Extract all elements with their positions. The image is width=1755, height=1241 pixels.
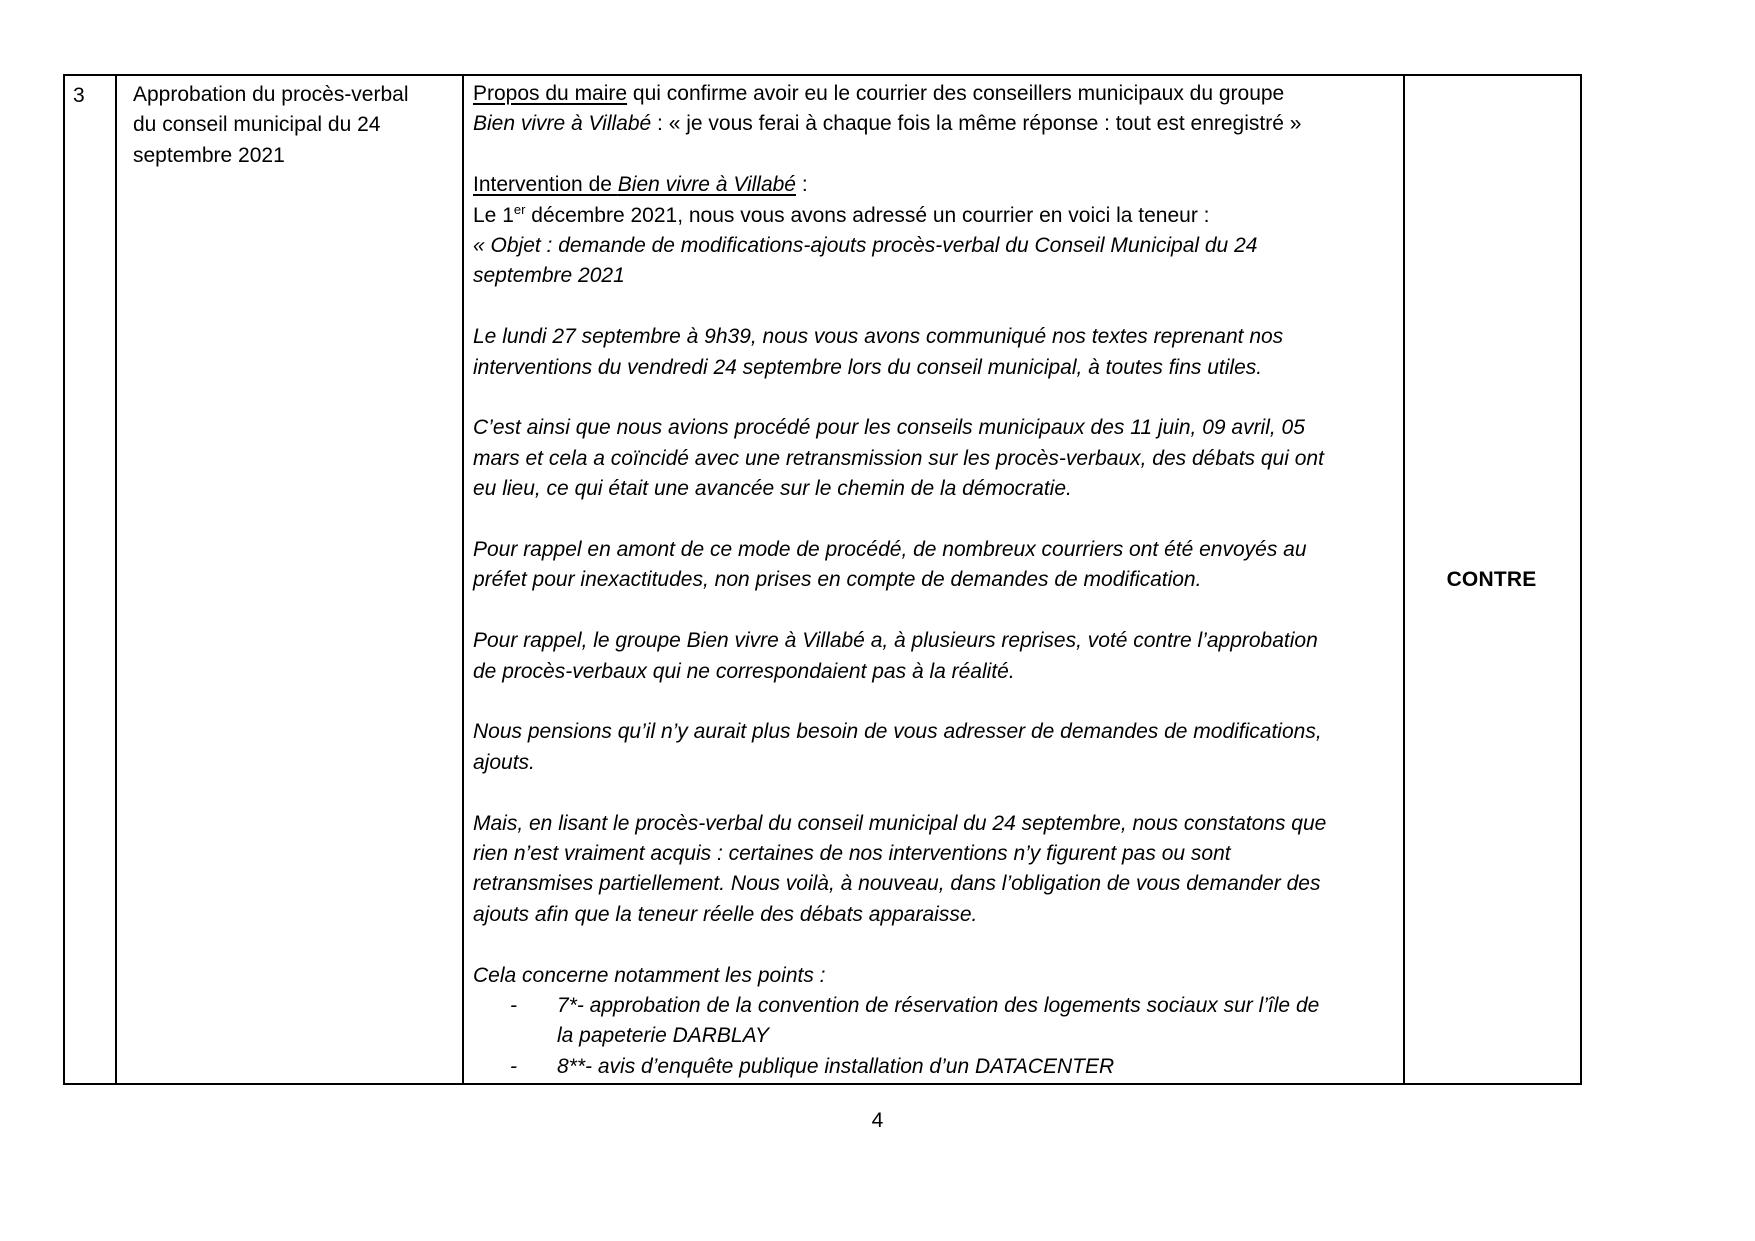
- subject-line: septembre 2021: [133, 143, 285, 167]
- text-run: C’est ainsi que nous avions procédé pour les conseils municipaux des 11 juin, 09 avril, 05: [473, 416, 1305, 440]
- text-line: [473, 170, 1389, 200]
- paragraph: [473, 626, 1389, 687]
- text-line: [473, 748, 1389, 778]
- bullet-dash: -: [510, 1054, 517, 1078]
- text-run: mars et cela a coïncidé avec une retransmission sur les procès-verbaux, des débats qui ont: [473, 446, 1324, 470]
- text-line: [473, 444, 1389, 474]
- text-run: septembre 2021: [473, 264, 625, 288]
- paragraph: [473, 322, 1389, 383]
- text-run: Cela concerne notamment les points :: [473, 963, 826, 987]
- deliberation-cell: [464, 76, 1405, 1083]
- subject-line: Approbation du procès-verbal: [133, 83, 409, 106]
- text-run: Nous pensions qu’il n’y aurait plus besoin de vous adresser de demandes de modifications,: [473, 720, 1322, 744]
- text-run: la papeterie DARBLAY: [557, 1024, 770, 1048]
- text-run: Pour rappel en amont de ce mode de procédé, de nombreux courriers ont été envoyés au: [473, 538, 1307, 562]
- paragraph: [473, 413, 1389, 504]
- text-line: [557, 991, 1319, 1021]
- blank-line: [473, 292, 1389, 322]
- text-run: qui confirme avoir eu le courrier des conseillers municipaux du groupe: [627, 82, 1285, 105]
- bullet-text: [557, 1052, 1114, 1082]
- text-run: Le 1: [473, 203, 514, 227]
- text-run: « Objet : demande de modifications-ajouts procès-verbal du Conseil Municipal du 24: [473, 234, 1258, 258]
- blank-line: [473, 140, 1389, 170]
- text-line: [473, 869, 1389, 899]
- text-run: Intervention de: [473, 173, 618, 197]
- text-run: ajouts afin que la teneur réelle des débats apparaisse.: [473, 902, 978, 926]
- text-line: [473, 961, 1389, 991]
- text-run: eu lieu, ce qui était une avancée sur le chemin de la démocratie.: [473, 477, 1072, 501]
- bullet-item: [473, 1052, 1389, 1082]
- vote-value: CONTRE: [1446, 567, 1537, 591]
- paragraph: [473, 809, 1389, 931]
- blank-line: [473, 505, 1389, 535]
- vote-cell: [1405, 76, 1578, 1083]
- item-number: 3: [73, 84, 85, 107]
- paragraph: [473, 717, 1389, 778]
- text-line: [557, 1021, 1319, 1051]
- text-line: [473, 900, 1389, 930]
- blank-line: [473, 930, 1389, 960]
- text-line: [473, 474, 1389, 504]
- paragraph: [473, 170, 1389, 200]
- text-run: : « je vous ferai à chaque fois la même réponse : tout est enregistré »: [651, 112, 1302, 136]
- text-run: Le lundi 27 septembre à 9h39, nous vous avons communiqué nos textes reprenant nos: [473, 325, 1284, 349]
- text-run: :: [795, 173, 808, 197]
- text-run: Mais, en lisant le procès-verbal du conseil municipal du 24 septembre, nous constatons que: [473, 811, 1327, 835]
- text-run: Bien vivre à Villabé: [473, 112, 652, 136]
- item-number-cell: [65, 76, 117, 1083]
- blank-line: [473, 687, 1389, 717]
- paragraph: [473, 961, 1389, 991]
- text-line: [473, 657, 1389, 687]
- text-line: [473, 261, 1389, 291]
- text-line: [473, 626, 1389, 656]
- paragraph: [473, 201, 1389, 231]
- bullet-text: [557, 991, 1319, 1052]
- text-run: rien n’est vraiment acquis : certaines de nos interventions n’y figurent pas ou sont: [473, 842, 1231, 866]
- bullet-item: [473, 991, 1389, 1052]
- text-line: [473, 231, 1389, 261]
- text-run: retransmises partiellement. Nous voilà, à nouveau, dans l’obligation de vous demander des: [473, 872, 1321, 896]
- text-line: [473, 353, 1389, 383]
- deliberation-text: [473, 79, 1389, 1082]
- text-line: [473, 413, 1389, 443]
- text-line: [473, 79, 1389, 109]
- text-line: [557, 1052, 1114, 1082]
- text-run: Pour rappel, le groupe Bien vivre à Villabé a, à plusieurs reprises, voté contre l’approbation: [473, 629, 1318, 653]
- text-run: Propos du maire: [473, 82, 628, 105]
- blank-line: [473, 778, 1389, 808]
- blank-line: [473, 383, 1389, 413]
- paragraph: [473, 231, 1389, 292]
- bullet-dash: -: [510, 994, 517, 1018]
- text-run: préfet pour inexactitudes, non prises en compte de demandes de modification.: [473, 568, 1202, 592]
- text-line: [473, 109, 1389, 139]
- text-run: 7*- approbation de la convention de réservation des logements sociaux sur l’île de: [557, 994, 1320, 1018]
- text-line: [473, 322, 1389, 352]
- text-line: [473, 565, 1389, 595]
- text-run: er: [513, 201, 526, 217]
- text-line: [473, 201, 1389, 231]
- text-run: Bien vivre à Villabé: [617, 173, 796, 197]
- text-line: [473, 839, 1389, 869]
- text-line: [473, 717, 1389, 747]
- paragraph: [473, 79, 1389, 140]
- subject-cell: [117, 76, 464, 1083]
- subject-text: [133, 80, 448, 171]
- text-line: [473, 535, 1389, 565]
- text-run: 8**- avis d’enquête publique installation d’un DATACENTER: [557, 1054, 1115, 1078]
- text-line: [473, 809, 1389, 839]
- minutes-table: [63, 74, 1582, 1085]
- text-run: interventions du vendredi 24 septembre lors du conseil municipal, à toutes fins utiles.: [473, 355, 1263, 379]
- text-run: de procès-verbaux qui ne correspondaient pas à la réalité.: [473, 659, 1015, 683]
- text-run: décembre 2021, nous vous avons adressé un courrier en voici la teneur :: [525, 203, 1210, 227]
- subject-line: du conseil municipal du 24: [133, 113, 381, 137]
- page-number: 4: [871, 1109, 884, 1132]
- paragraph: [473, 535, 1389, 596]
- text-run: ajouts.: [473, 750, 535, 774]
- blank-line: [473, 596, 1389, 626]
